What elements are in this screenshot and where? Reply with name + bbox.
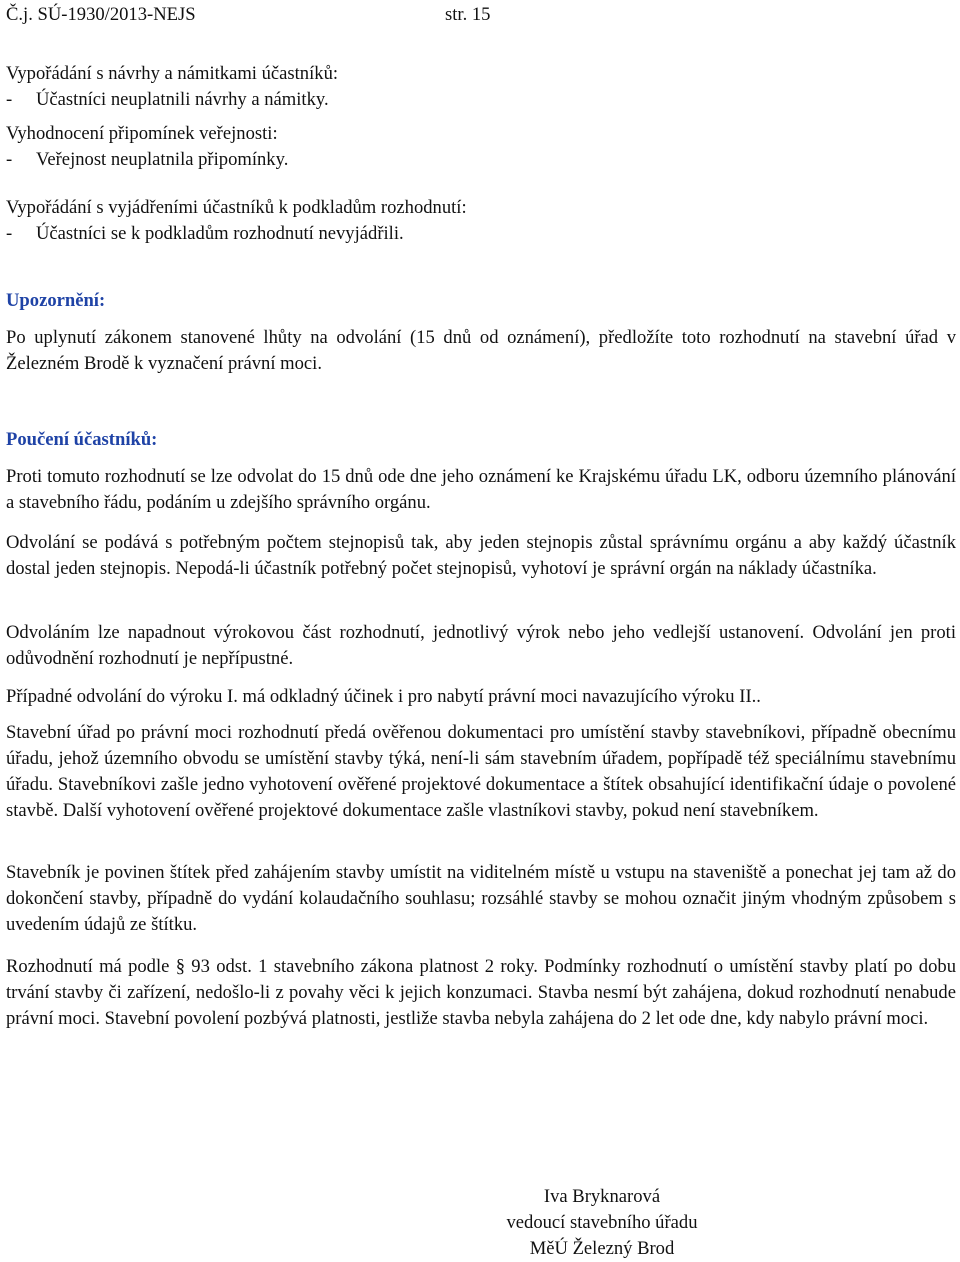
section-title: Vypořádání s vyjádřeními účastníků k podkladům rozhodnutí: [6, 197, 467, 218]
instruction-paragraph-4: Případné odvolání do výroku I. má odkladný účinek i pro nabytí právní moci navazujícího výroku II.. [6, 686, 761, 707]
instruction-paragraph-1: Proti tomuto rozhodnutí se lze odvolat do 15 dnů ode dne jeho oznámení ke Krajskému úřadu LK, odboru územního plánování a stavebního řádu, podáním u zdejšího správního orgánu. [6, 466, 956, 513]
section-title: Vypořádání s návrhy a námitkami účastníků: [6, 63, 339, 84]
section-title: Vyhodnocení připomínek veřejnosti: [6, 123, 278, 144]
section-item: - Účastníci neuplatnili návrhy a námitky. [6, 89, 329, 110]
section-item: - Účastníci se k podkladům rozhodnutí nevyjádřili. [6, 223, 404, 244]
instruction-paragraph-5: Stavební úřad po právní moci rozhodnutí předá ověřenou dokumentaci pro umístění stavby stavebníkovi, případně obecnímu úřadu, jehož územního obvodu se umístění stavby týká, není-li sám stavebním úřadem, popřípadě též speciálnímu stavebnímu úřadu. Stavebníkovi zašle jedno vyhotovení ověřené projektové dokumentace a štítek obsahující identifikační údaje o povolené stavbě. Další vyhotovení ověřené projektové dokumentace zašle vlastníkovi stavby, pokud není stavebníkem. [6, 722, 956, 821]
section-objections [6, 61, 956, 113]
warning-text: Po uplynutí zákonem stanovené lhůty na odvolání (15 dnů od oznámení), předložíte toto rozhodnutí na stavební úřad v Železném Brodě k vyznačení právní moci. [6, 327, 956, 374]
warning-heading: Upozornění: [6, 290, 106, 311]
instruction-paragraph-7: Rozhodnutí má podle § 93 odst. 1 stavebního zákona platnost 2 roky. Podmínky rozhodnutí o umístění stavby platí po dobu trvání stavby či zařízení, nedošlo-li z povahy věci k jejich konzumaci. Stavba nesmí být zahájena, dokud rozhodnutí nenabude právní moci. Stavební povolení pozbývá platnosti, jestliže stavba nebyla zahájena do 2 let ode dne, kdy nabylo právní moci. [6, 956, 956, 1029]
instruction-paragraph-3: Odvoláním lze napadnout výrokovou část rozhodnutí, jednotlivý výrok nebo jeho vedlejší ustanovení. Odvolání jen proti odůvodnění rozhodnutí je nepřípustné. [6, 622, 956, 669]
signature-name: Iva Bryknarová [543, 1186, 661, 1207]
reference-number: Č.j. SÚ-1930/2013-NEJS [6, 4, 196, 25]
section-item: - Veřejnost neuplatnila připomínky. [6, 149, 289, 170]
instruction-heading: Poučení účastníků: [6, 429, 158, 450]
signature-office: MěÚ Železný Brod [529, 1238, 675, 1259]
section-public-comments [6, 121, 956, 173]
page-header [6, 2, 956, 28]
instruction-paragraph-6: Stavebník je povinen štítek před zahájením stavby umístit na viditelném místě u vstupu na staveniště a ponechat jej tam až do dokončení stavby, případně do vydání kolaudačního souhlasu; rozsáhlé stavby se mohou označit jiným vhodným způsobem s uvedením údajů ze štítku. [6, 862, 956, 935]
instruction-paragraph-2: Odvolání se podává s potřebným počtem stejnopisů tak, aby jeden stejnopis zůstal správnímu orgánu a aby každý účastník dostal jeden stejnopis. Nepodá-li účastník potřebný počet stejnopisů, vyhotoví je správní orgán na náklady účastníka. [6, 532, 956, 579]
page-number: str. 15 [445, 4, 491, 25]
signature-position: vedoucí stavebního úřadu [506, 1212, 698, 1233]
signature-block [452, 1184, 752, 1262]
section-statements [6, 195, 956, 247]
